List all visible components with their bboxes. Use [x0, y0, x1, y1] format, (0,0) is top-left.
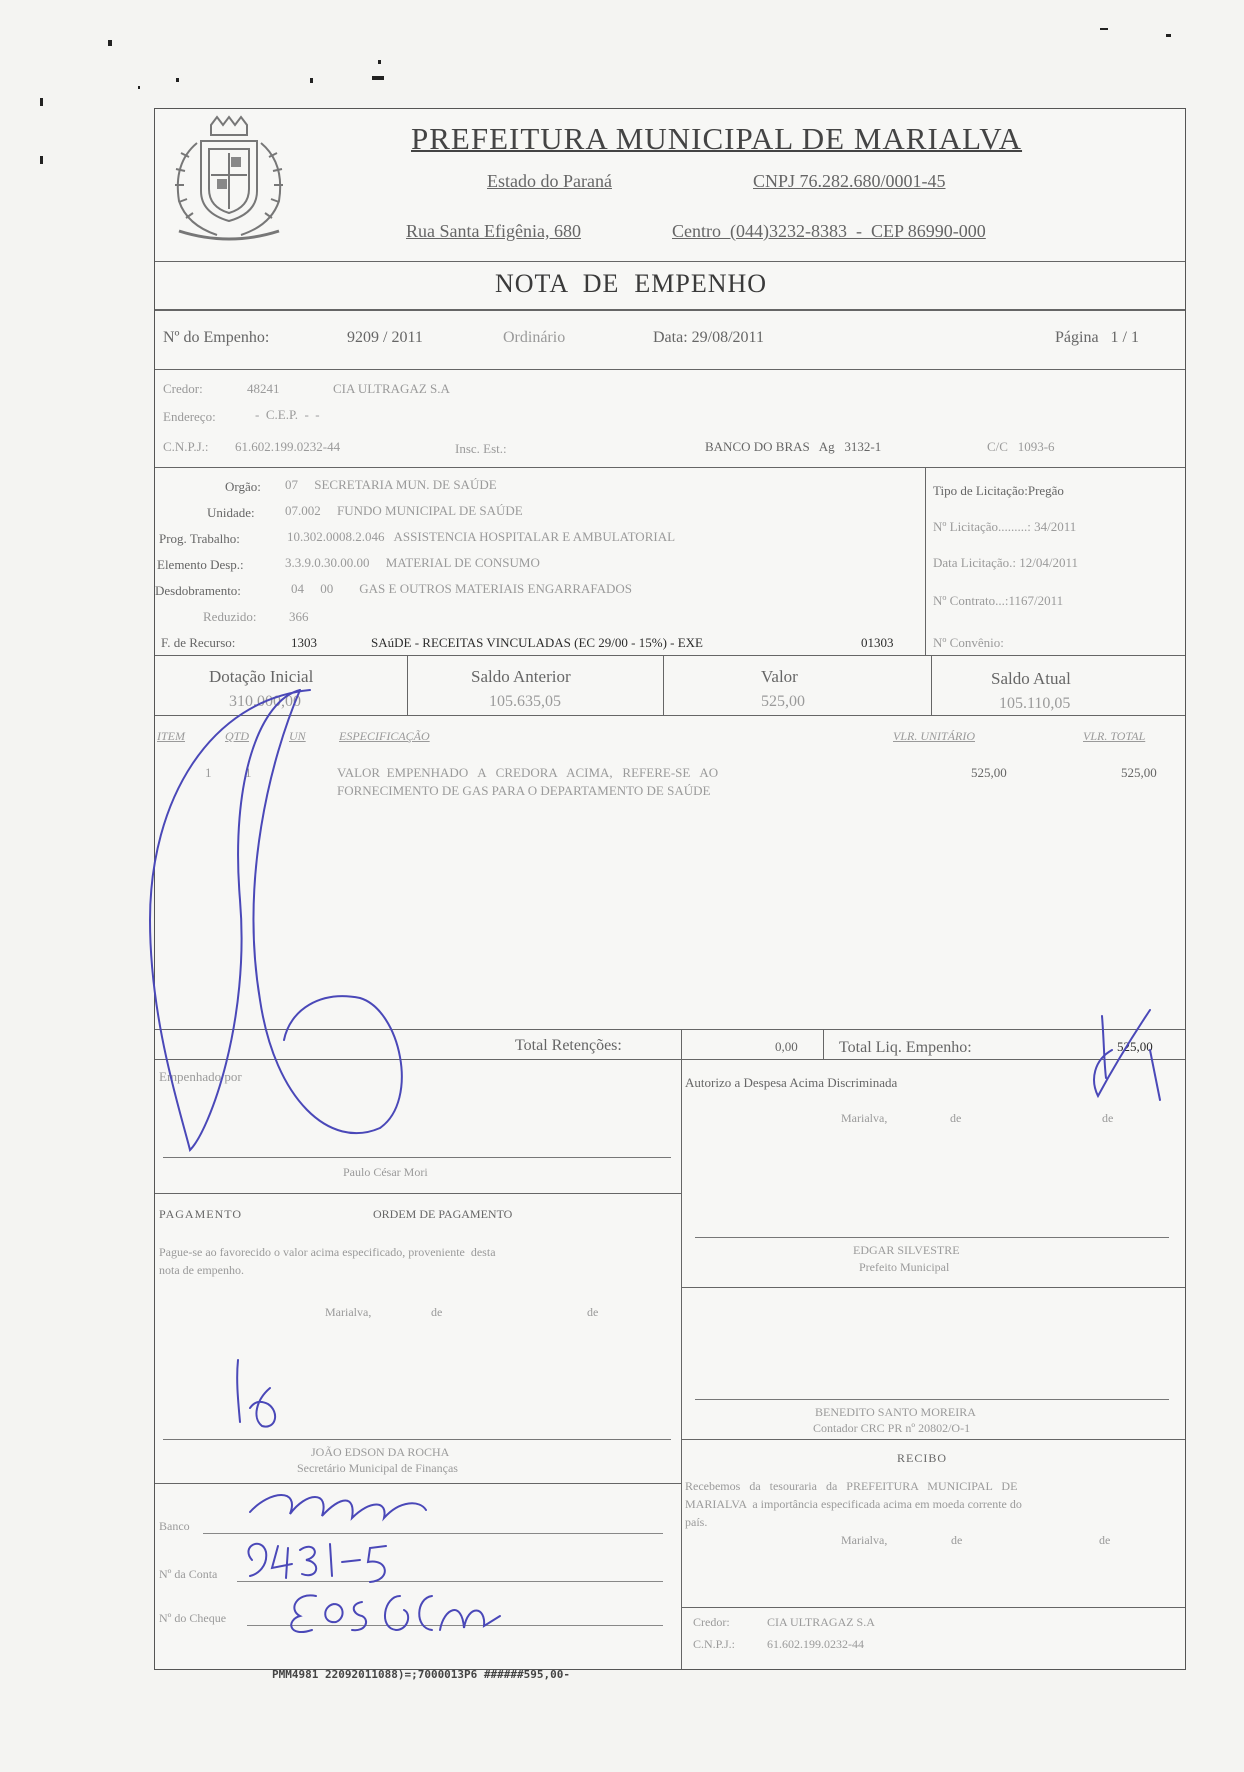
cnpj-credor-label: C.N.P.J.: — [163, 439, 209, 454]
recibo-cnpj-label: C.N.P.J.: — [693, 1637, 736, 1651]
prog-val: 10.302.0008.2.046 ASSISTENCIA HOSPITALAR E AMBULATORIAL — [287, 529, 676, 544]
pagamento-de-1: de — [431, 1305, 443, 1319]
credor-cod: 48241 — [247, 381, 280, 396]
reduzido-label: Reduzido: — [203, 609, 257, 624]
insc-est-label: Insc. Est.: — [455, 441, 507, 456]
recibo-cnpj-val: 61.602.199.0232-44 — [767, 1637, 864, 1651]
contato-prefeitura: Centro (044)3232-8383 - CEP 86990-000 — [672, 221, 986, 241]
saldo-anterior-val: 105.635,05 — [489, 693, 561, 710]
pagamento-texto-1: Pague-se ao favorecido o valor acima especificado, proveniente desta — [159, 1245, 496, 1259]
empenho-num: 9209 / 2011 — [347, 329, 423, 346]
recibo-de-1: de — [951, 1533, 963, 1547]
row-espec-1: VALOR EMPENHADO A CREDORA ACIMA, REFERE-SE AO — [337, 765, 719, 780]
desdobramento-val: 04 00 GAS E OUTROS MATERIAIS ENGARRAFADOS — [291, 581, 633, 596]
empenhado-label: Empenhado por — [159, 1069, 242, 1084]
recibo-credor-label: Credor: — [693, 1615, 730, 1629]
orgao-val: 07 SECRETARIA MUN. DE SAÚDE — [285, 477, 497, 492]
recibo-de-2: de — [1099, 1533, 1111, 1547]
pagamento-texto-2: nota de empenho. — [159, 1263, 244, 1277]
orgao-label: Orgão: — [225, 479, 261, 494]
elemento-val: 3.3.9.0.30.00.00 MATERIAL DE CONSUMO — [285, 555, 540, 570]
endereco-label: Endereço: — [163, 409, 216, 424]
qtd-header: QTD — [225, 729, 250, 743]
empenhado-nome: Paulo César Mori — [343, 1165, 428, 1179]
liq-val: 525,00 — [1117, 1039, 1153, 1054]
cheque-label: Nº do Cheque — [159, 1611, 227, 1625]
recibo-texto-1: Recebemos da tesouraria da PREFEITURA MUNICIPAL DE — [685, 1479, 1018, 1493]
un-header: UN — [289, 729, 306, 743]
espec-header: ESPECIFICAÇÃO — [339, 729, 430, 743]
tipo-licitacao: Tipo de Licitação:Pregão — [933, 483, 1064, 498]
row-item: 1 — [205, 765, 212, 780]
dotacao-val: 310.000,00 — [229, 693, 301, 710]
item-header: ITEM — [157, 729, 185, 743]
unidade-val: 07.002 FUNDO MUNICIPAL DE SAÚDE — [285, 503, 523, 518]
total-header: VLR. TOTAL — [1083, 729, 1146, 743]
empenho-pagina: Página 1 / 1 — [1055, 329, 1139, 346]
brasao-icon — [159, 113, 299, 248]
secretario-cargo: Secretário Municipal de Finanças — [297, 1461, 458, 1475]
prefeito-cargo: Prefeito Municipal — [859, 1260, 950, 1274]
secretario-nome: JOÃO EDSON DA ROCHA — [311, 1445, 450, 1459]
valor-val: 525,00 — [761, 693, 805, 710]
endereco-prefeitura: Rua Santa Efigênia, 680 — [406, 221, 581, 241]
fonte-num: 01303 — [861, 635, 894, 650]
cnpj-credor-val: 61.602.199.0232-44 — [235, 439, 341, 454]
prog-label: Prog. Trabalho: — [159, 531, 240, 546]
recibo-texto-3: país. — [685, 1515, 708, 1529]
saldo-atual-val: 105.110,05 — [999, 695, 1071, 712]
estado: Estado do Paraná — [487, 171, 612, 191]
data-licitacao: Data Licitação.: 12/04/2011 — [933, 555, 1078, 570]
nota-empenho-form — [154, 108, 1186, 1670]
valor-label: Valor — [761, 667, 798, 686]
conta-label: Nº da Conta — [159, 1567, 218, 1581]
row-total: 525,00 — [1121, 765, 1157, 780]
fonte-desc: SAúDE - RECEITAS VINCULADAS (EC 29/00 - 15%) - EXE — [371, 635, 704, 650]
row-qtd: 1 — [245, 765, 252, 780]
conta-credor: C/C 1093-6 — [987, 439, 1055, 454]
ret-val: 0,00 — [775, 1039, 798, 1054]
empenho-tipo: Ordinário — [503, 329, 566, 346]
footer-mech: PMM4981 22092011088)=;7000013P6 ######595,00- — [272, 1668, 571, 1681]
banco-label: Banco — [159, 1519, 190, 1533]
ordem-pagamento: ORDEM DE PAGAMENTO — [373, 1207, 513, 1221]
autorizo-de-2: de — [1102, 1111, 1114, 1125]
unit-header: VLR. UNITÁRIO — [893, 729, 975, 743]
saldo-anterior-label: Saldo Anterior — [471, 667, 571, 686]
ret-label: Total Retenções: — [515, 1037, 622, 1054]
elemento-label: Elemento Desp.: — [157, 557, 244, 572]
empenho-num-label: Nº do Empenho: — [163, 329, 270, 346]
row-espec-2: FORNECIMENTO DE GAS PARA O DEPARTAMENTO DE SAÚDE — [337, 783, 711, 798]
pagamento-local: Marialva, — [325, 1305, 372, 1319]
contador-nome: BENEDITO SANTO MOREIRA — [815, 1405, 976, 1419]
pagamento-label: PAGAMENTO — [159, 1207, 243, 1221]
pagamento-de-2: de — [587, 1305, 599, 1319]
desdobramento-label: Desdobramento: — [155, 583, 241, 598]
prefeitura-title: PREFEITURA MUNICIPAL DE MARIALVA — [411, 121, 1023, 156]
num-convenio: Nº Convênio: — [933, 635, 1004, 650]
prefeito-nome: EDGAR SILVESTRE — [853, 1243, 960, 1257]
endereco-val: - C.E.P. - - — [255, 407, 320, 422]
banco-credor: BANCO DO BRAS Ag 3132-1 — [705, 439, 882, 454]
doc-title: NOTA DE EMPENHO — [495, 269, 768, 298]
recibo-local: Marialva, — [841, 1533, 888, 1547]
recibo-texto-2: MARIALVA a importância especificada acima em moeda corrente do — [685, 1497, 1022, 1511]
autorizo-de-1: de — [950, 1111, 962, 1125]
autorizo-local: Marialva, — [841, 1111, 888, 1125]
unidade-label: Unidade: — [207, 505, 255, 520]
autorizo-label: Autorizo a Despesa Acima Discriminada — [685, 1075, 898, 1090]
row-unit: 525,00 — [971, 765, 1007, 780]
credor-nome: CIA ULTRAGAZ S.A — [333, 381, 450, 396]
empenho-data: Data: 29/08/2011 — [653, 329, 764, 346]
liq-label: Total Liq. Empenho: — [839, 1039, 972, 1056]
fonte-label: F. de Recurso: — [161, 635, 236, 650]
dotacao-label: Dotação Inicial — [209, 667, 314, 686]
num-licitacao: Nº Licitação.........: 34/2011 — [933, 519, 1077, 534]
recibo-credor-nome: CIA ULTRAGAZ S.A — [767, 1615, 875, 1629]
credor-label: Credor: — [163, 381, 203, 396]
num-contrato: Nº Contrato...:1167/2011 — [933, 593, 1064, 608]
fonte-cod: 1303 — [291, 635, 317, 650]
saldo-atual-label: Saldo Atual — [991, 669, 1071, 688]
cnpj-prefeitura: CNPJ 76.282.680/0001-45 — [753, 171, 946, 191]
reduzido-val: 366 — [289, 609, 309, 624]
contador-crc: Contador CRC PR nº 20802/O-1 — [813, 1421, 971, 1435]
recibo-label: RECIBO — [897, 1451, 948, 1465]
